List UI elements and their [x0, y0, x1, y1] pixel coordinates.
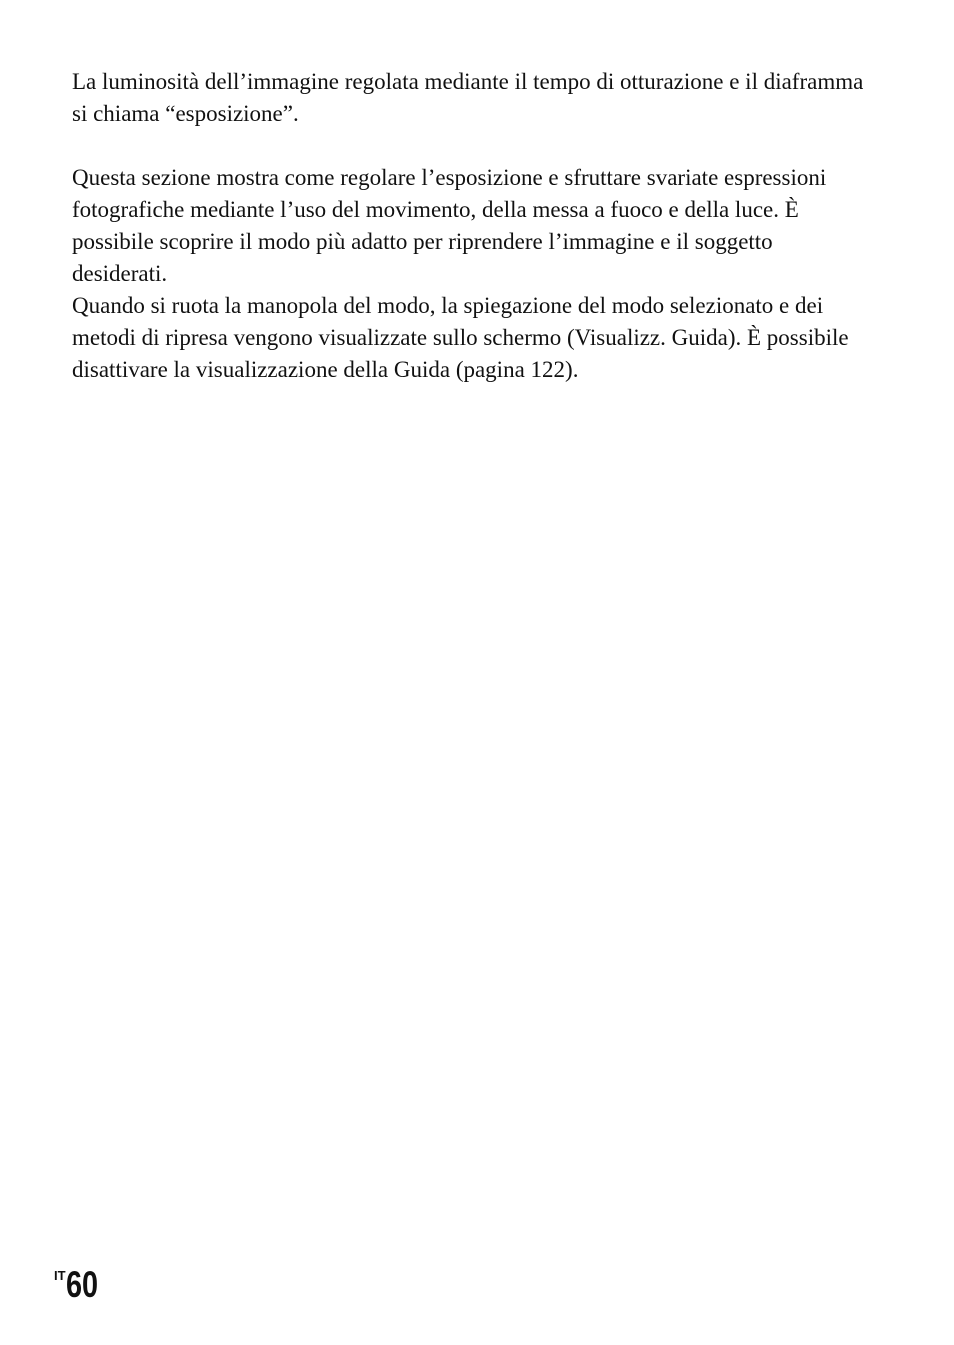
paragraph-spacer	[72, 130, 872, 162]
paragraph-exposure-definition: La luminosità dell’immagine regolata mediante il tempo di otturazione e il diaframma si chiama “esposizione”.	[72, 69, 864, 126]
page-number	[54, 1266, 107, 1303]
paragraph-guide-display: Quando si ruota la manopola del modo, la spiegazione del modo selezionato e dei metodi di ripresa vengono visualizzate sullo schermo (Visualizz. Guida). È possibile disattivare la visualizzazione della Guida (pagina 122).	[72, 293, 849, 382]
language-code: IT	[54, 1268, 66, 1283]
paragraph-section-overview: Questa sezione mostra come regolare l’esposizione e sfruttare svariate espressioni fotografiche mediante l’uso del movimento, della messa a fuoco e della luce. È possibile scoprire il modo più adatto per riprendere l’immagine e il soggetto desiderati.	[72, 165, 827, 286]
page-number-value: 60	[65, 1264, 98, 1305]
body-text	[72, 66, 872, 386]
